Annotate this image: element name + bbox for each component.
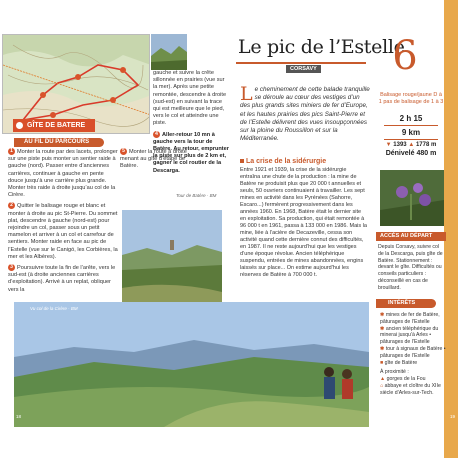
intro-text: e cheminement de cette balade tranquille se déroule au cœur des vestiges d’un des plus grands sites miniers de fer d’Europe, et les hautes prairies des pics Saint-Pierre et de l’Estelle délivrent des vues insoupçonnées sur la ploine du Roussillon et sur la Méditerranée. — [240, 86, 370, 143]
crise-heading — [240, 158, 368, 165]
bullet-icon — [240, 159, 244, 163]
interets-list — [380, 312, 446, 397]
proximite-label: À proximité : — [380, 369, 409, 376]
interet-text: mines de fer de Batère, pâturages de l’Estelle — [380, 312, 440, 325]
text-column-left — [8, 148, 118, 294]
page-number-right: 19 — [449, 414, 455, 419]
route-info — [378, 92, 444, 157]
abbey-icon: ⌂ — [380, 382, 384, 389]
region-badge: CORSAVY — [286, 65, 321, 73]
cable-icon: ✱ — [380, 325, 385, 332]
route-map — [2, 34, 150, 134]
altitude-high: 1778 m — [415, 142, 437, 148]
crise-text: Entre 1921 et 1939, la crise de la sidérurgie entraîna une chute de la production : la mine de Batère ne produisit plus que 20 000 t annuelles et seuls, 50 ouvriers continuaient à travailler. Les sept mines en activité dans les Pyrénées (Sahorre, Escaro...) fermèrent progressivement dans les années 1960. En 1968, Batère était le dernier site en exploitation. Sa production, qui était remontée à 96 000 t en 1961, passa à 133 000 en 1986. Mais la mine, liée à l’acière de Decazeville, cessa son activité quand cette dernière connut des difficultés, en 1987. Il ne reste aujourd’hui que les vestiges d’une époque révolue. Ancien téléphérique suspendu, entrées de mines abandonnées, engins laissés sur place... On estime aujourd’hui les réserves de Batère à 700 000 t. — [240, 167, 367, 278]
step-4-text: Aller-retour 10 mn à gauche vers la tour de Batère. Au retour, emprunter la piste sur plus de 2 km et, gagner le col routier de la Descarga. — [153, 131, 229, 174]
step-5 — [120, 148, 194, 171]
distance: 9 km — [401, 128, 421, 137]
section-heading-parcours: AU FIL DU PARCOURS — [14, 138, 104, 147]
divider — [384, 125, 438, 126]
page-edge-strip — [444, 0, 458, 458]
interet-item — [380, 326, 446, 346]
step-1-text: Monter la route par des lacets, prolonger sur une piste puis monter un sentier raide à gauche (nord). Passer entre d’anciennes carrières, continuer à gauche en pente douce jusqu’à une carrière plus grande. Monter très raide à droite jusqu’au col de la Cirère. — [8, 148, 118, 199]
caption-main-photo: Vu col de la Cirère · BM — [30, 306, 78, 311]
tower-icon: ✱ — [380, 345, 385, 352]
photo-flower — [380, 170, 444, 226]
proximite-text: abbaye et cloître du XIIe siècle d’Arles-sur-Tech. — [380, 382, 441, 396]
text-column-middle — [120, 148, 194, 171]
altitude — [378, 142, 444, 148]
proximite-item — [380, 376, 446, 383]
top-column-text: gauche et suivre la crête sillonnée en prairies (vue sur la mer). Après une petite remontée, descendre à droite (sud-est) en suivant la trace qui est meilleure que le pied, vers le col et atteindre une piste. — [153, 70, 227, 127]
acces-heading: ACCÈS AU DÉPART — [376, 232, 446, 241]
step-2-text: Quitter le balisage rouge et blanc et monter à droite au pic St-Pierre. Du sommet plat, descendre à gauche (nord-est) pour rejoindre un col, passer sous un petit mamelon et arriver à un col et carrefour de sentiers. Monter raide en face au pic de l’Estelle (vue sur le Canigó, les Corbières, la mer et les Albères). — [8, 203, 118, 260]
step-number-icon: 3 — [8, 264, 15, 271]
proximite-text: gorges de la Fou — [386, 376, 426, 383]
interet-text: ancien téléphérique du minerai jusqu’à Arles • pâturages de l’Estelle — [380, 325, 439, 346]
ridge-hikers-image — [14, 302, 369, 427]
interet-item — [380, 346, 446, 360]
interet-item — [380, 312, 446, 326]
tower-landscape-image — [122, 210, 222, 305]
elevation-gain: Dénivelé 480 m — [385, 150, 437, 157]
divider — [384, 139, 438, 140]
step-number-icon: 2 — [8, 202, 15, 209]
interet-text: tour à signaux de Batère • pâturages de l’Estelle — [380, 345, 446, 359]
altitude-low: 1393 — [393, 142, 407, 148]
balisage-text: Balisage rouge/jaune D à 1 pas de balisage de 1 à 3 — [378, 92, 444, 105]
landscape-image — [151, 34, 187, 70]
step-5-text: Monter la route à droite menant au gîte d’étape de Batère. — [120, 148, 187, 170]
photo-main-ridge — [14, 302, 369, 427]
step-1 — [8, 148, 118, 199]
step-number-icon: 5 — [120, 148, 127, 155]
down-arrow-icon: ▼ — [385, 142, 392, 148]
duration: 2 h 15 — [399, 114, 423, 123]
title-underline — [236, 62, 366, 64]
step-number-icon: 1 — [8, 148, 15, 155]
crise-section — [240, 158, 368, 279]
interet-text: gîte de Batère — [384, 359, 418, 366]
route-number: 6 — [392, 33, 418, 79]
crise-heading-text: La crise de la sidérurgie — [246, 158, 327, 165]
up-arrow-icon: ▲ — [408, 142, 415, 148]
proximite-item — [380, 383, 446, 397]
step-2 — [8, 202, 118, 261]
gite-icon: ■ — [380, 359, 384, 366]
dropcap: L — [240, 83, 253, 105]
page-number-left: 18 — [16, 414, 22, 419]
photo-tower — [122, 210, 222, 305]
step-3-text: Poursuivre toute la fin de l’arête, vers le sud-est (à droite anciennes carrières d’exploitation). Arrivé à un replat, obliquer vers la — [8, 265, 116, 293]
caption-mid-photo: Tour de Batère · BM — [176, 193, 217, 198]
gorge-icon: ▲ — [380, 376, 386, 383]
map-label-gite: GÎTE DE BATERE — [13, 119, 95, 132]
photo-landscape-small — [151, 34, 187, 70]
interet-item — [380, 360, 446, 367]
intro-paragraph — [240, 83, 370, 143]
flower-image — [380, 170, 444, 226]
mine-icon: ✱ — [380, 312, 385, 318]
acces-text: Depuis Corsavy, suivre col de la Descarga, puis gîte de Batère. Stationnement : devant le gîte. Difficultés ou conseils particuliers : déconseillé en cas de brouillard. — [378, 244, 443, 291]
step-number-icon: 4 — [153, 131, 160, 138]
page-title: Le pic de l’Estelle — [238, 36, 405, 58]
interets-heading: INTÉRÊTS — [376, 299, 436, 308]
step-3 — [8, 264, 118, 294]
